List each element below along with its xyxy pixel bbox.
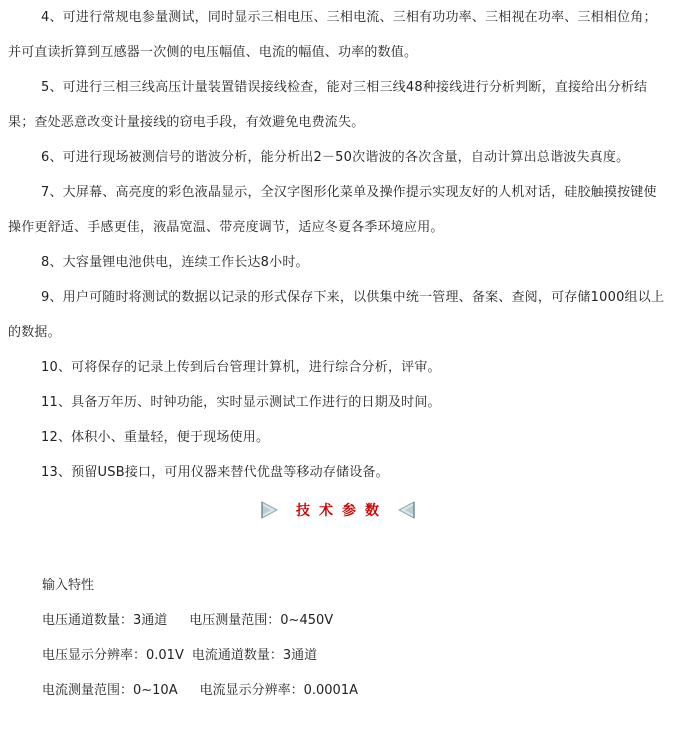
feature-paragraph-13: 13、预留USB接口，可用仪器来替代优盘等移动存储设备。 xyxy=(41,465,389,480)
spec-item: 电流测量范围：0~10A xyxy=(42,683,178,698)
spec-item: 电流通道数量：3通道 xyxy=(191,648,318,663)
spec-item: 电压测量范围：0~450V xyxy=(189,613,334,628)
feature-paragraph-11: 11、具备万年历、时钟功能，实时显示测试工作进行的日期及时间。 xyxy=(41,395,441,410)
section-heading-inner xyxy=(260,500,416,520)
feature-paragraph-12: 12、体积小、重量轻，便于现场使用。 xyxy=(41,430,270,445)
spec-item: 电压通道数量：3通道 xyxy=(42,613,168,628)
spec-item: 电流显示分辨率：0.0001A xyxy=(199,683,358,698)
spec-row xyxy=(42,673,676,708)
spec-row xyxy=(42,638,676,673)
feature-paragraph-4: 4、可进行常规电参量测试，同时显示三相电压、三相电流、三相有功功率、三相视在功率、三相相位角；并可直读折算到互感器一次侧的电压幅值、电流的幅值、功率的数值。 xyxy=(8,10,657,60)
spec-heading: 输入特性 xyxy=(42,578,95,593)
feature-paragraph-9: 9、用户可随时将测试的数据以记录的形式保存下来，以供集中统一管理、备案、查阅，可存储1000组以上的数据。 xyxy=(8,290,665,340)
section-heading xyxy=(0,492,676,528)
feature-paragraph-5: 5、可进行三相三线高压计量装置错误接线检查，能对三相三线48种接线进行分析判断，直接给出分析结果；查处恶意改变计量接线的窃电手段，有效避免电费流失。 xyxy=(8,80,648,130)
spec-block xyxy=(0,568,676,708)
section-title: 技术参数 xyxy=(296,503,388,519)
feature-paragraph-7: 7、大屏幕、高亮度的彩色液晶显示，全汉字图形化菜单及操作提示实现友好的人机对话，硅胶触摸按键使操作更舒适、手感更佳，液晶宽温、带亮度调节，适应冬夏各季环境应用。 xyxy=(8,185,657,235)
spec-item: 电压显示分辨率：0.01V xyxy=(42,648,184,663)
right-pointing-flag-icon xyxy=(260,501,278,519)
feature-paragraph-6: 6、可进行现场被测信号的谐波分析，能分析出2－50次谐波的各次含量，自动计算出总谐波失真度。 xyxy=(41,150,630,165)
left-pointing-flag-icon xyxy=(398,501,416,519)
spec-row xyxy=(42,603,676,638)
feature-paragraph-8: 8、大容量锂电池供电，连续工作长达8小时。 xyxy=(41,255,309,270)
feature-paragraph-10: 10、可将保存的记录上传到后台管理计算机，进行综合分析，评审。 xyxy=(41,360,441,375)
